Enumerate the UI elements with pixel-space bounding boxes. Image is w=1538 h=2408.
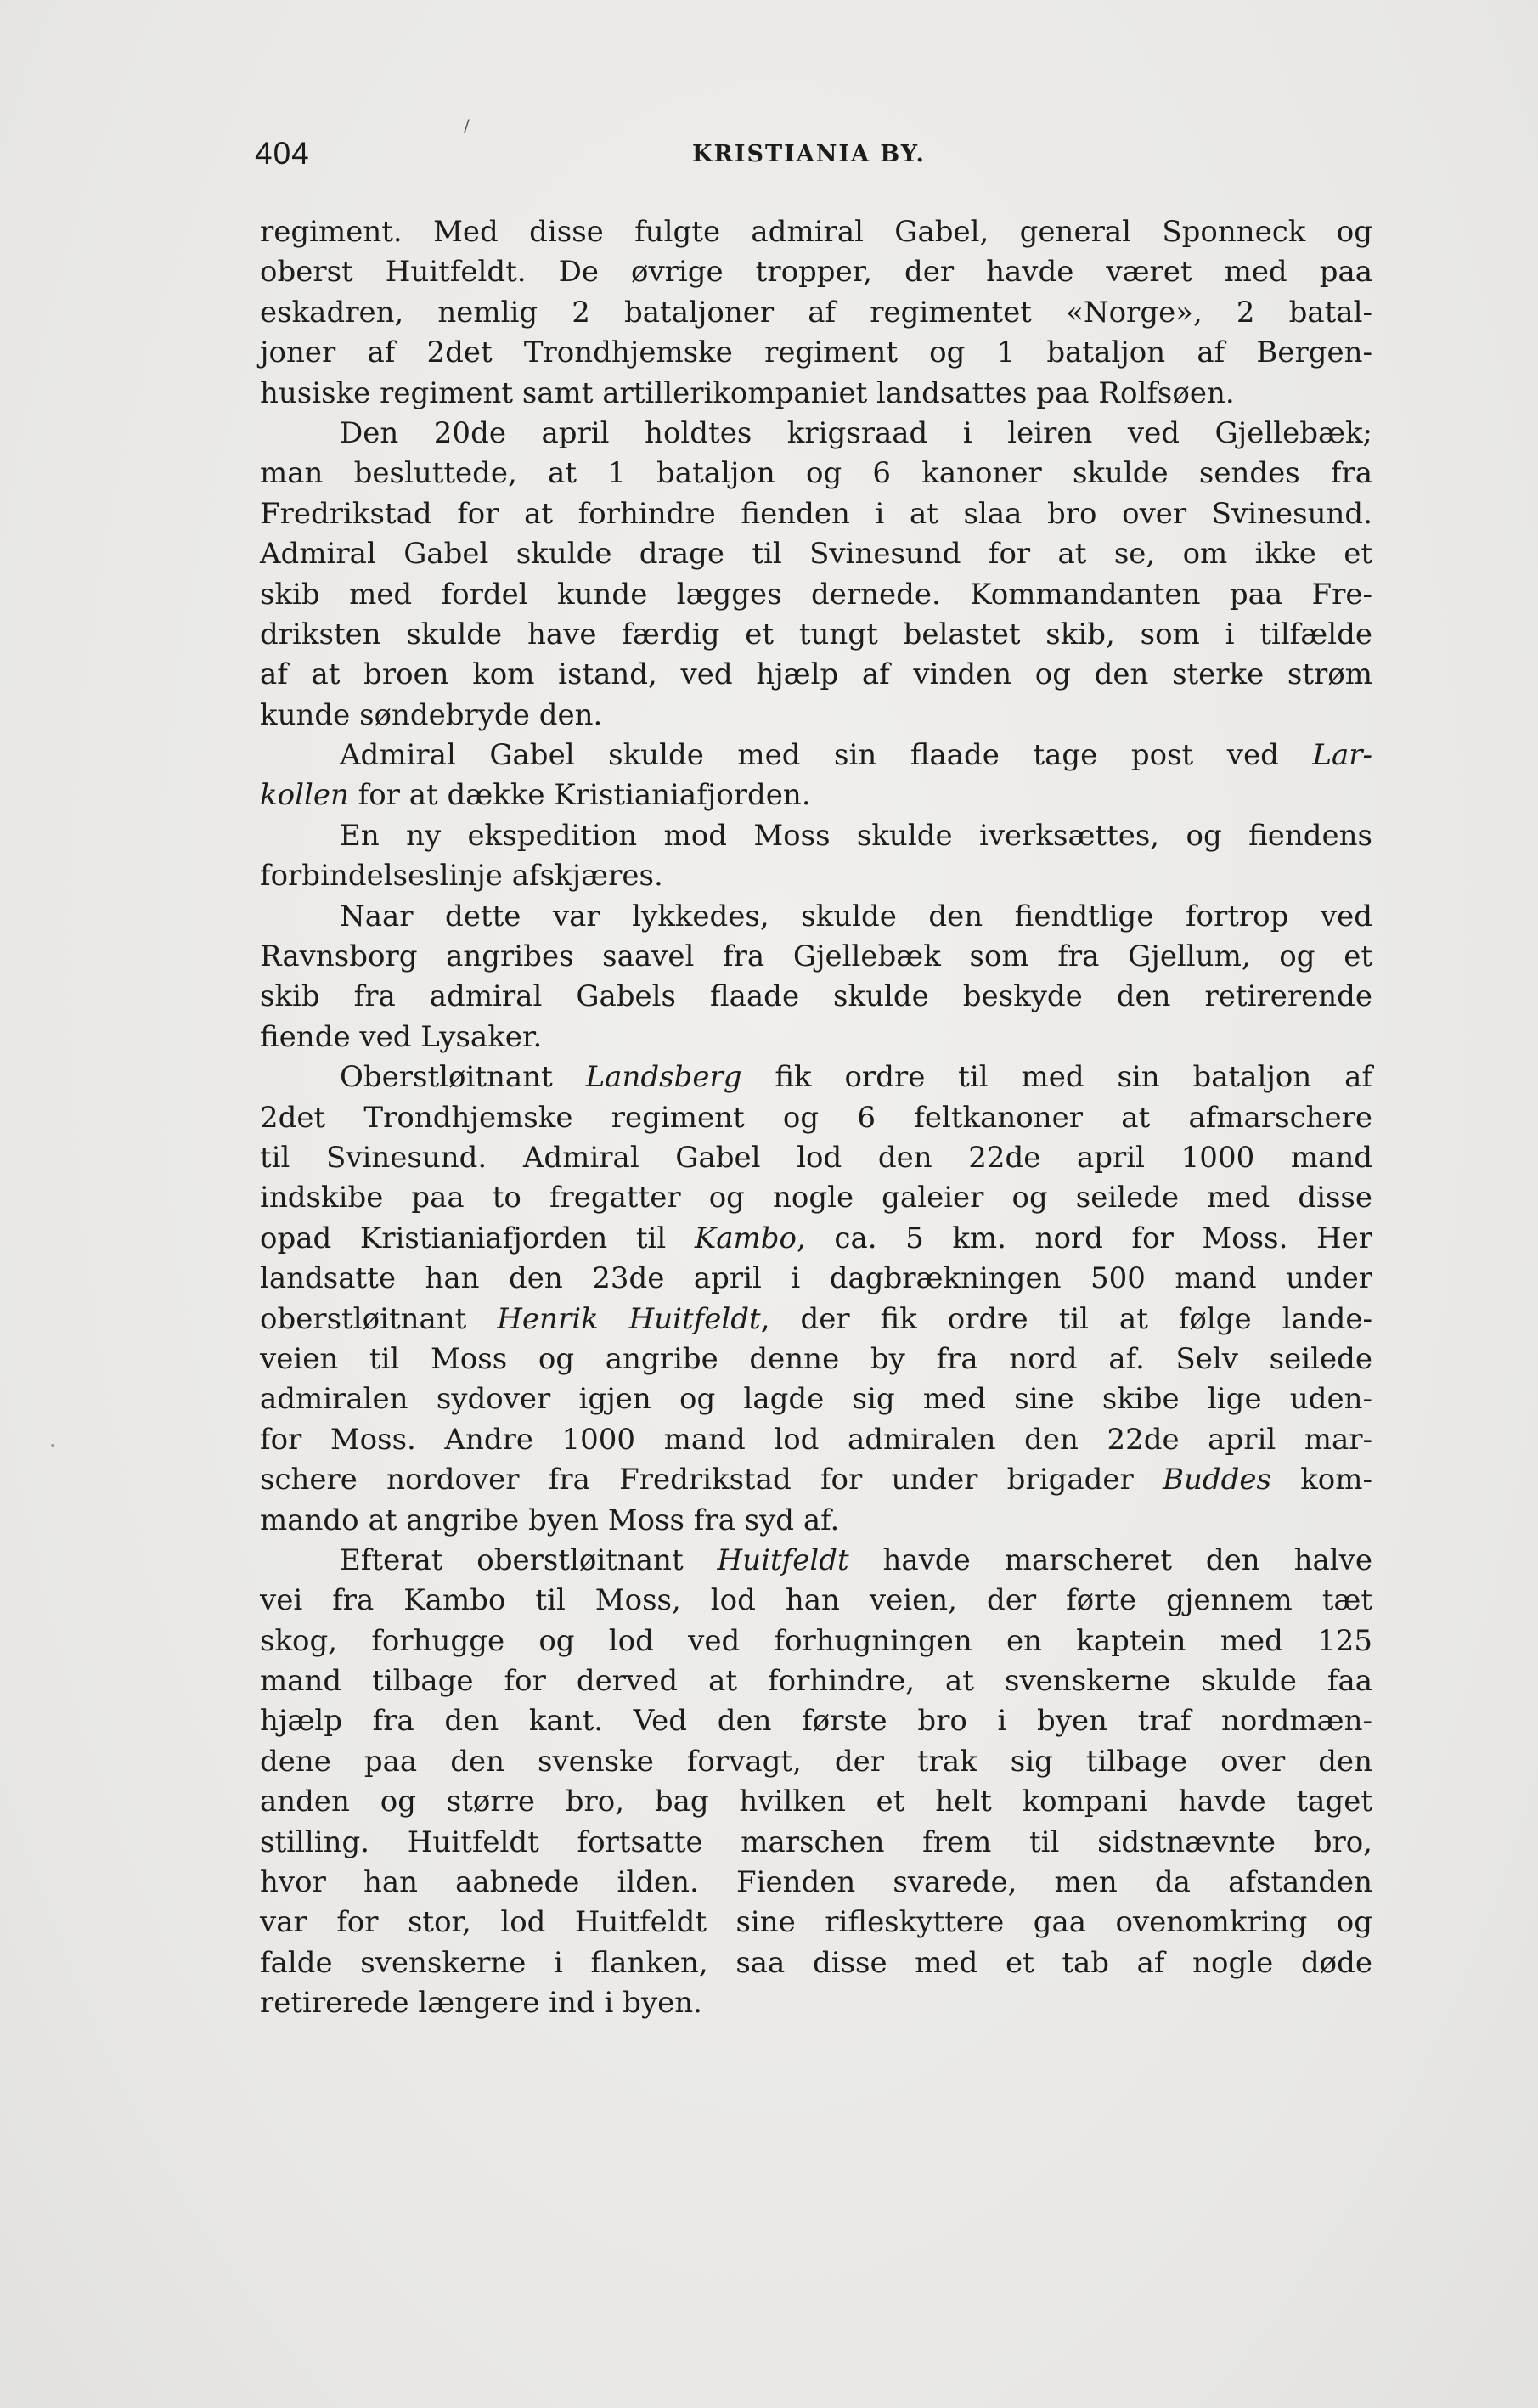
text-line	[260, 1460, 1372, 1500]
line-text: regiment. Med disse fulgte admiral Gabel, general Sponneck og	[260, 215, 1372, 249]
line-text: vei fra Kambo til Moss, lod han veien, der førte gjennem tæt	[260, 1583, 1372, 1618]
italic-text: Landsberg	[585, 1060, 742, 1095]
line-text: forbindelseslinje afskjæres.	[260, 859, 663, 894]
text-line	[260, 1339, 1372, 1379]
body-text	[260, 212, 1372, 2024]
line-text: veien til Moss og angribe denne by fra nord af. Selv seilede	[260, 1341, 1372, 1376]
line-text: , ca. 5 km. nord for Moss. Her	[797, 1221, 1372, 1255]
line-text: Efterat oberstløitnant	[340, 1542, 718, 1577]
text-line	[260, 454, 1372, 493]
line-text: retirerede længere ind i byen.	[260, 1986, 702, 2021]
italic-text: Buddes	[1162, 1463, 1271, 1497]
line-text: skib fra admiral Gabels flaade skulde beskyde den retirerende	[260, 979, 1372, 1014]
text-line	[260, 374, 1372, 414]
text-line	[260, 1138, 1372, 1178]
text-line	[260, 1943, 1372, 1983]
text-line	[260, 736, 1372, 775]
text-line	[260, 1098, 1372, 1138]
page-number: 404	[255, 136, 310, 171]
text-line	[260, 1621, 1372, 1661]
text-line	[260, 1300, 1372, 1339]
line-text: landsatte han den 23de april i dagbrækningen 500 mand under	[260, 1261, 1372, 1296]
line-text: kom-	[1270, 1463, 1373, 1497]
italic-text: Henrik Huitfeldt	[497, 1301, 761, 1336]
text-line	[260, 494, 1372, 534]
text-line	[260, 1903, 1372, 1943]
text-line	[260, 212, 1372, 252]
line-text: kunde søndebryde den.	[260, 697, 603, 732]
line-text: oberstløitnant	[260, 1301, 498, 1336]
line-text: mand tilbage for derved at forhindre, at svenskerne skulde faa	[260, 1664, 1372, 1699]
line-text: af at broen kom istand, ved hjælp af vinden og den sterke strøm	[260, 657, 1372, 692]
line-text: stilling. Huitfeldt fortsatte marschen frem til sidstnævnte bro,	[260, 1824, 1372, 1859]
margin-dot	[51, 1444, 54, 1447]
running-head	[255, 136, 1393, 178]
line-text: Ravnsborg angribes saavel fra Gjellebæk som fra Gjellum, og et	[260, 939, 1372, 974]
text-line	[260, 252, 1372, 292]
line-text: havde marscheret den halve	[848, 1542, 1372, 1577]
line-text: Admiral Gabel skulde med sin flaade tage post ved	[340, 738, 1313, 773]
text-line	[260, 1057, 1372, 1097]
line-text: var for stor, lod Huitfeldt sine rifleskyttere gaa ovenomkring og	[260, 1905, 1372, 1940]
line-text: 2det Trondhjemske regiment og 6 feltkanoner at afmarschere	[260, 1100, 1372, 1135]
text-line	[260, 816, 1372, 856]
line-text: husiske regiment samt artillerikompaniet landsattes paa Rolfsøen.	[260, 375, 1235, 410]
line-text: dene paa den svenske forvagt, der trak sig tilbage over den	[260, 1744, 1372, 1779]
text-line	[260, 1178, 1372, 1218]
line-text: falde svenskerne i flanken, saa disse med et tab af nogle døde	[260, 1945, 1372, 1980]
line-text: Den 20de april holdtes krigsraad i leiren ved Gjellebæk;	[340, 415, 1372, 450]
text-line	[260, 293, 1372, 333]
text-line	[260, 1018, 1372, 1057]
text-line	[260, 1379, 1372, 1419]
text-line	[260, 534, 1372, 574]
text-line	[260, 1420, 1372, 1460]
running-title: KRISTIANIA BY.	[692, 141, 926, 167]
line-text: opad Kristianiafjorden til	[260, 1221, 695, 1255]
text-line	[260, 655, 1372, 695]
text-line	[260, 696, 1372, 736]
text-line	[260, 1863, 1372, 1903]
pencil-mark: /	[464, 116, 470, 136]
line-text: for Moss. Andre 1000 mand lod admiralen den 22de april mar-	[260, 1422, 1372, 1457]
text-line	[260, 575, 1372, 615]
italic-text: kollen	[260, 778, 349, 813]
italic-text: Lar-	[1312, 738, 1372, 773]
text-line	[260, 1742, 1372, 1782]
line-text: indskibe paa to fregatter og nogle galeier og seilede med disse	[260, 1181, 1372, 1215]
text-line	[260, 977, 1372, 1017]
line-text: Naar dette var lykkedes, skulde den fiendtlige fortrop ved	[340, 899, 1372, 933]
text-line	[260, 1823, 1372, 1863]
line-text: hjælp fra den kant. Ved den første bro i byen traf nordmæn-	[260, 1704, 1372, 1739]
text-line	[260, 856, 1372, 896]
text-line	[260, 1501, 1372, 1541]
line-text: anden og større bro, bag hvilken et helt kompani havde taget	[260, 1785, 1372, 1819]
text-line	[260, 333, 1372, 373]
text-line	[260, 1541, 1372, 1581]
line-text: joner af 2det Trondhjemske regiment og 1 bataljon af Bergen-	[260, 336, 1372, 370]
line-text: mando at angribe byen Moss fra syd af.	[260, 1503, 840, 1537]
line-text: hvor han aabnede ilden. Fienden svarede, men da afstanden	[260, 1865, 1372, 1900]
line-text: skog, forhugge og lod ved forhugningen en kaptein med 125	[260, 1623, 1372, 1658]
line-text: for at dække Kristianiafjorden.	[348, 778, 811, 813]
text-line	[260, 414, 1372, 454]
text-line	[260, 1259, 1372, 1299]
text-line	[260, 615, 1372, 655]
line-text: Admiral Gabel skulde drage til Svinesund for at se, om ikke et	[260, 537, 1372, 572]
text-line	[260, 1219, 1372, 1259]
line-text: admiralen sydover igjen og lagde sig med sine skibe lige uden-	[260, 1382, 1372, 1417]
line-text: Fredrikstad for at forhindre fienden i at slaa bro over Svinesund.	[260, 496, 1372, 531]
text-line	[260, 1661, 1372, 1701]
line-text: fiende ved Lysaker.	[260, 1019, 543, 1054]
line-text: , der fik ordre til at følge lande-	[760, 1301, 1372, 1336]
text-line	[260, 775, 1372, 815]
line-text: Oberstløitnant	[340, 1060, 586, 1095]
line-text: oberst Huitfeldt. De øvrige tropper, der havde været med paa	[260, 255, 1372, 290]
text-line	[260, 897, 1372, 937]
line-text: En ny ekspedition mod Moss skulde iverksættes, og fiendens	[340, 818, 1372, 853]
text-line	[260, 1782, 1372, 1822]
line-text: til Svinesund. Admiral Gabel lod den 22de april 1000 mand	[260, 1140, 1372, 1175]
text-line	[260, 1701, 1372, 1741]
line-text: fik ordre til med sin bataljon af	[741, 1060, 1372, 1095]
text-line	[260, 1581, 1372, 1621]
line-text: driksten skulde have færdig et tungt belastet skib, som i tilfælde	[260, 617, 1372, 651]
line-text: eskadren, nemlig 2 bataljoner af regimentet «Norge», 2 batal-	[260, 295, 1372, 330]
line-text: man besluttede, at 1 bataljon og 6 kanoner skulde sendes fra	[260, 456, 1372, 491]
text-line	[260, 937, 1372, 977]
italic-text: Huitfeldt	[717, 1542, 849, 1577]
line-text: schere nordover fra Fredrikstad for under brigader	[260, 1463, 1163, 1497]
text-line	[260, 1983, 1372, 2023]
line-text: skib med fordel kunde lægges dernede. Kommandanten paa Fre-	[260, 577, 1372, 612]
italic-text: Kambo	[694, 1221, 797, 1255]
